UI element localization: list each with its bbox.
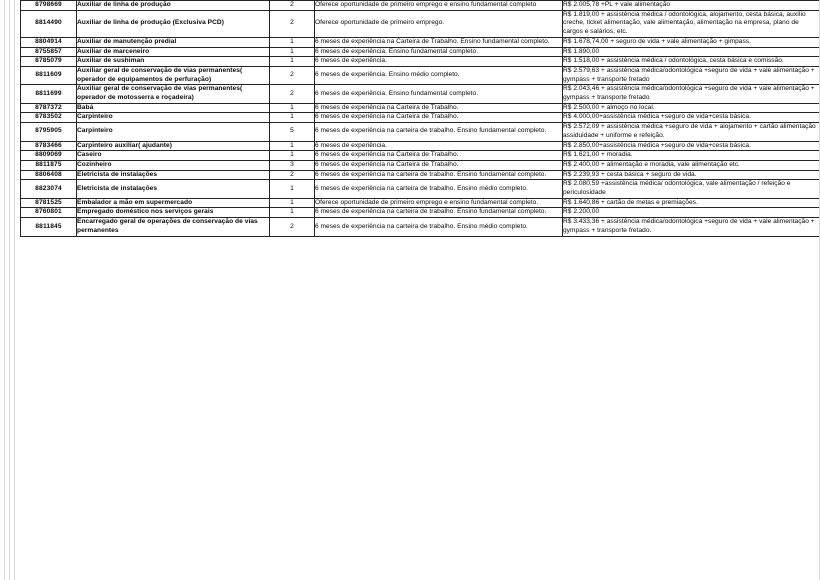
table-row: [21, 151, 820, 161]
vacancy-title-cell: Babá: [77, 103, 270, 113]
vacancy-requirements-cell: 6 meses de experiência na carteira de trabalho. Ensino médio completo.: [315, 218, 563, 236]
vacancy-id-cell: 8809069: [21, 151, 77, 161]
vacancy-title-cell: Empregado doméstico nos serviços gerais: [77, 208, 270, 218]
vacancy-title-cell: Embalador a mão em supermercado: [77, 198, 270, 208]
table-row: [21, 170, 820, 180]
vacancy-title-cell: Auxiliar de manutenção predial: [77, 37, 270, 47]
table-row: [21, 85, 820, 103]
vacancy-quantity-cell: 1: [270, 57, 315, 67]
vacancy-id-cell: 8787372: [21, 103, 77, 113]
vacancy-salary-cell: R$ 2.500,00 + almoço no local.: [563, 103, 820, 113]
vacancy-salary-cell: R$ 1.890,00: [563, 47, 820, 57]
vacancy-id-cell: 8823074: [21, 180, 77, 198]
vacancy-title-cell: Auxiliar de linha de produção: [77, 1, 270, 11]
vacancy-id-cell: 8783502: [21, 113, 77, 123]
vacancy-salary-cell: R$ 1.518,00 + assistência médica / odontológica, cesta básica e comissão.: [563, 57, 820, 67]
vacancy-quantity-cell: 1: [270, 141, 315, 151]
vacancy-title-cell: Caseiro: [77, 151, 270, 161]
vacancy-title-cell: Carpinteiro auxiliar( ajudante): [77, 141, 270, 151]
vacancy-id-cell: 8755857: [21, 47, 77, 57]
table-row: [21, 57, 820, 67]
vacancy-title-cell: Carpinteiro: [77, 123, 270, 141]
vacancy-quantity-cell: 1: [270, 208, 315, 218]
table-row: [21, 113, 820, 123]
table-row: [21, 198, 820, 208]
vacancy-id-cell: 8811609: [21, 66, 77, 84]
table-row: [21, 10, 820, 37]
vacancy-requirements-cell: 6 meses de experiência na Carteira de Trabalho.: [315, 103, 563, 113]
vacancy-requirements-cell: Oferece oportunidade de primeiro emprego e ensino fundamental completo.: [315, 198, 563, 208]
vacancy-requirements-cell: 6 meses de experiência na Carteira de Trabalho.: [315, 160, 563, 170]
vacancy-salary-cell: R$ 2.579,63 + assistência médica/odontológica +seguro de vida + vale alimentação + gympass + transporte fretado: [563, 66, 820, 84]
page-margin-rule-left-3: [14, 0, 15, 580]
vacancy-salary-cell: R$ 2.850,00+assistência médica +seguro de vida+cesta básica.: [563, 141, 820, 151]
vacancy-requirements-cell: 6 meses de experiência. Ensino fundamental completo.: [315, 85, 563, 103]
vacancy-requirements-cell: 6 meses de experiência na Carteira de Trabalho.: [315, 113, 563, 123]
vacancy-salary-cell: R$ 2.005,78 +PL + vale alimentação: [563, 1, 820, 11]
vacancy-salary-cell: R$ 2.080,59 +assistência médica/ odontológica, vale alimentação / refeição e periculosidade: [563, 180, 820, 198]
vacancy-title-cell: Carpinteiro: [77, 113, 270, 123]
vacancy-quantity-cell: 1: [270, 180, 315, 198]
vacancy-salary-cell: R$ 1.640,86 + cartão de metas e premiações.: [563, 198, 820, 208]
vacancy-requirements-cell: Oferece oportunidade de primeiro emprego e ensino fundamental completo: [315, 1, 563, 11]
page-margin-rule-left-1: [4, 0, 5, 580]
vacancy-title-cell: Encarregado geral de operações de conservação de vias permanentes: [77, 218, 270, 236]
vacancy-quantity-cell: 2: [270, 1, 315, 11]
vacancy-id-cell: 8781525: [21, 198, 77, 208]
vacancy-id-cell: 8804914: [21, 37, 77, 47]
vacancy-quantity-cell: 2: [270, 170, 315, 180]
vacancy-id-cell: 8783466: [21, 141, 77, 151]
vacancy-title-cell: Auxiliar de sushiman: [77, 57, 270, 67]
vacancy-quantity-cell: 5: [270, 123, 315, 141]
vacancy-salary-cell: R$ 1.678,74,00 + seguro de vida + vale alimentação + gimpass.: [563, 37, 820, 47]
vacancy-quantity-cell: 1: [270, 103, 315, 113]
vacancy-quantity-cell: 3: [270, 160, 315, 170]
vacancy-id-cell: 8785079: [21, 57, 77, 67]
vacancy-requirements-cell: 6 meses de experiência.: [315, 57, 563, 67]
vacancy-requirements-cell: 6 meses de experiência na carteira de trabalho. Ensino fundamental completo.: [315, 208, 563, 218]
vacancy-salary-cell: R$ 2.200,00: [563, 208, 820, 218]
table-row: [21, 47, 820, 57]
vacancy-salary-cell: R$ 2.572,09 + assistência médica +seguro de vida + alojamento + cartão alimentação assiduidade + uniforme e refeição.: [563, 123, 820, 141]
vacancy-requirements-cell: Oferece oportunidade de primeiro emprego.: [315, 10, 563, 37]
vacancy-quantity-cell: 1: [270, 113, 315, 123]
vacancy-id-cell: 8814490: [21, 10, 77, 37]
vacancy-requirements-cell: 6 meses de experiência na carteira de trabalho. Ensino fundamental completo.: [315, 123, 563, 141]
vacancy-salary-cell: R$ 2.400,00 + alimentação e moradia, vale alimentação etc.: [563, 160, 820, 170]
vacancy-title-cell: Eletricista de instalações: [77, 170, 270, 180]
vacancy-requirements-cell: 6 meses de experiência.: [315, 141, 563, 151]
vacancy-id-cell: 8811875: [21, 160, 77, 170]
table-row: [21, 123, 820, 141]
vacancy-quantity-cell: 1: [270, 151, 315, 161]
vacancy-requirements-cell: 6 meses de experiência. Ensino médio completo.: [315, 66, 563, 84]
vacancy-title-cell: Auxiliar de marceneiro: [77, 47, 270, 57]
vacancy-quantity-cell: 2: [270, 10, 315, 37]
vacancy-id-cell: 8760801: [21, 208, 77, 218]
vacancy-id-cell: 8811699: [21, 85, 77, 103]
vacancy-title-cell: Eletricista de instalações: [77, 180, 270, 198]
table-row: [21, 180, 820, 198]
vacancy-id-cell: 8795905: [21, 123, 77, 141]
table-row: [21, 37, 820, 47]
table-row: [21, 208, 820, 218]
vacancy-requirements-cell: 6 meses de experiência na Carteira de Trabalho.: [315, 151, 563, 161]
vacancy-quantity-cell: 1: [270, 198, 315, 208]
table-row: [21, 1, 820, 11]
page-margin-rule-left-2: [9, 0, 10, 580]
vacancy-requirements-cell: 6 meses de experiência na carteira de trabalho. Ensino médio completo.: [315, 180, 563, 198]
vacancy-quantity-cell: 2: [270, 218, 315, 236]
table-row: [21, 66, 820, 84]
vacancy-salary-cell: R$ 1.819,00 + assistência médica / odontológica, alojamento, cesta básica, auxílio creche, ticket alimentação, vale alimentação, alimentação na empresa, plano de cargos e salários, etc.: [563, 10, 820, 37]
table-row: [21, 141, 820, 151]
vacancy-title-cell: Auxiliar geral de conservação de vias permanentes( operador de equipamentos de perfuração): [77, 66, 270, 84]
vacancy-quantity-cell: 2: [270, 66, 315, 84]
vacancy-id-cell: 8806408: [21, 170, 77, 180]
vacancy-quantity-cell: 1: [270, 37, 315, 47]
vacancy-salary-cell: R$ 4.000,00+assistência médica +seguro de vida+cesta básica.: [563, 113, 820, 123]
vacancy-id-cell: 8811845: [21, 218, 77, 236]
vacancy-salary-cell: R$ 1.621,00 + moradia.: [563, 151, 820, 161]
vacancy-salary-cell: R$ 2.239,93 + cesta básica + seguro de vida.: [563, 170, 820, 180]
vacancy-id-cell: 8798669: [21, 1, 77, 11]
vacancy-requirements-cell: 6 meses de experiência na Carteira de Trabalho. Ensino fundamental completo.: [315, 37, 563, 47]
vacancy-title-cell: Auxiliar geral de conservação de vias permanentes( operador de motosserra e roçadeira): [77, 85, 270, 103]
vacancy-quantity-cell: 2: [270, 85, 315, 103]
table-row: [21, 103, 820, 113]
vacancy-table: [20, 0, 820, 237]
vacancy-salary-cell: R$ 2.043,46 + assistência médica/odontológica +seguro de vida + vale alimentação + gympass + transporte fretado: [563, 85, 820, 103]
vacancy-requirements-cell: 6 meses de experiência. Ensino fundamental completo.: [315, 47, 563, 57]
table-row: [21, 160, 820, 170]
table-row: [21, 218, 820, 236]
vacancy-requirements-cell: 6 meses de experiência na carteira de trabalho. Ensino fundamental completo.: [315, 170, 563, 180]
vacancy-quantity-cell: 1: [270, 47, 315, 57]
vacancy-title-cell: Cozinheiro: [77, 160, 270, 170]
vacancy-table-body: [21, 1, 820, 237]
vacancy-title-cell: Auxiliar de linha de produção (Exclusiva PCD): [77, 10, 270, 37]
vacancy-salary-cell: R$ 3.433,36 + assistência médica/odontológica +seguro de vida + vale alimentação + gympass + transporte fretado.: [563, 218, 820, 236]
